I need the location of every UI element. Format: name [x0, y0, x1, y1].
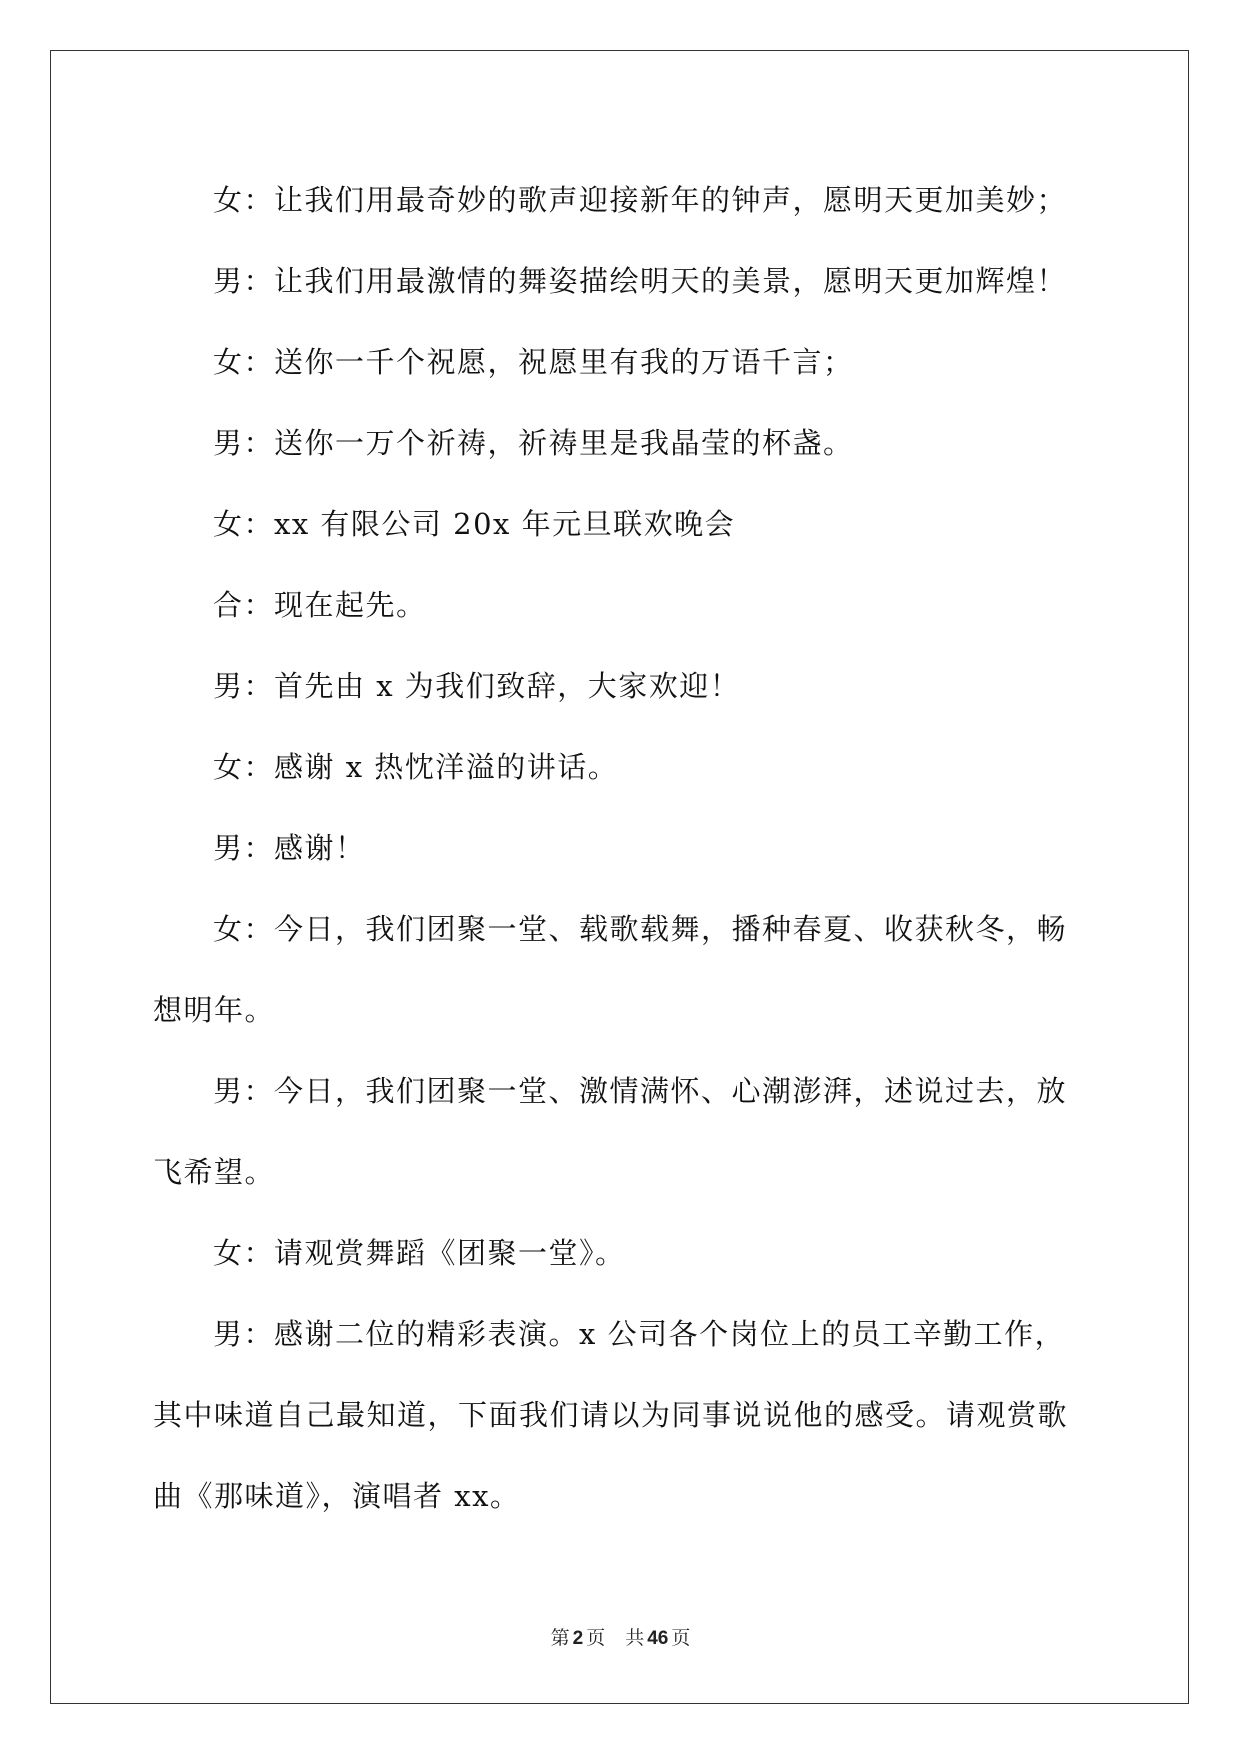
paragraph: 女：感谢 x 热忱洋溢的讲话。: [213, 750, 619, 784]
page-suffix: 页: [586, 1627, 606, 1649]
paragraph: 男：感谢二位的精彩表演。x 公司各个岗位上的员工辛勤工作，其中味道自己最知道，下面我们请以为同事说说他的感受。请观赏歌曲《那味道》，演唱者 xx。: [153, 1317, 1069, 1513]
paragraph: 女：送你一千个祝愿，祝愿里有我的万语千言；: [213, 345, 854, 379]
paragraph: 男：首先由 x 为我们致辞，大家欢迎！: [213, 669, 741, 703]
document-body: [153, 160, 1083, 1537]
total-pages: 46: [647, 1628, 669, 1649]
paragraph: 男：感谢！: [213, 831, 366, 865]
paragraph: 女：让我们用最奇妙的歌声迎接新年的钟声，愿明天更加美妙；: [213, 183, 1068, 217]
page-number: 2: [572, 1628, 584, 1649]
total-prefix: 共: [625, 1627, 645, 1649]
paragraph: 男：让我们用最激情的舞姿描绘明天的美景，愿明天更加辉煌！: [213, 264, 1068, 298]
page-footer: [0, 1626, 1241, 1651]
paragraph: 女：xx 有限公司 20x 年元旦联欢晚会: [213, 507, 736, 541]
paragraph: 男：今日，我们团聚一堂、激情满怀、心潮澎湃，述说过去，放飞希望。: [153, 1074, 1068, 1189]
paragraph: 合：现在起先。: [213, 588, 427, 622]
paragraph: 女：请观赏舞蹈《团聚一堂》。: [213, 1236, 626, 1270]
paragraph: 女：今日，我们团聚一堂、载歌载舞，播种春夏、收获秋冬，畅想明年。: [153, 912, 1068, 1027]
page-prefix: 第: [550, 1627, 570, 1649]
paragraph: 男：送你一万个祈祷，祈祷里是我晶莹的杯盏。: [213, 426, 854, 460]
total-suffix: 页: [671, 1627, 691, 1649]
